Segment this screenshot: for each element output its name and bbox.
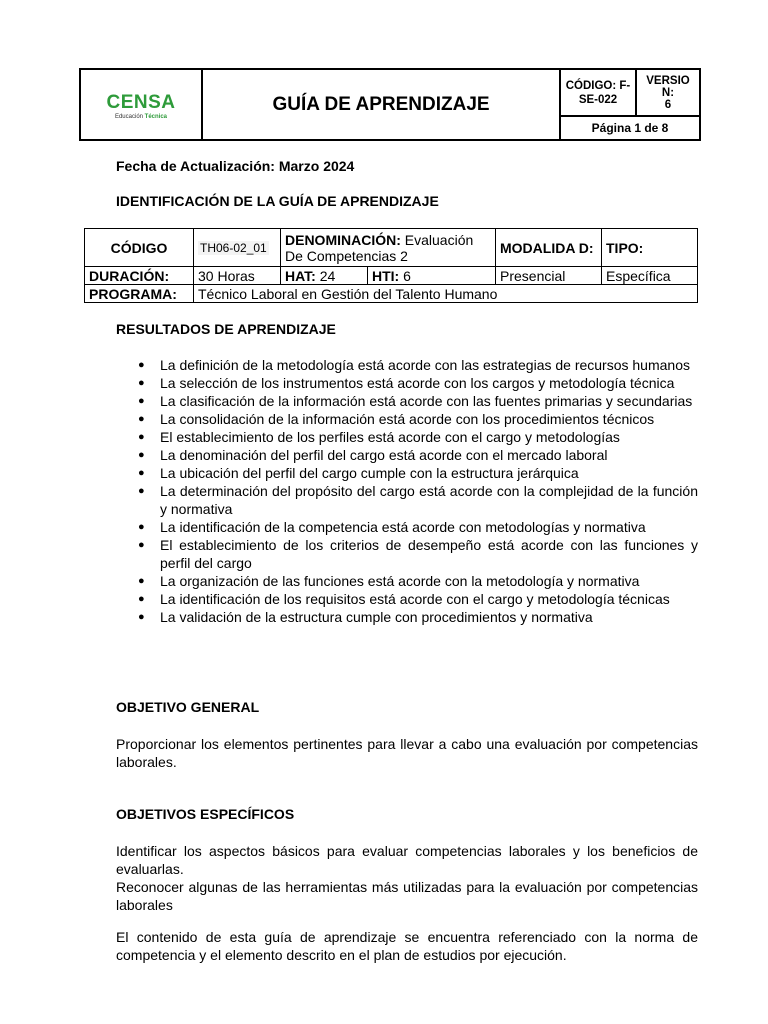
duration-label: DURACIÓN: bbox=[85, 267, 194, 285]
modality-value: Presencial bbox=[496, 267, 602, 285]
document-version: VERSIO N: 6 bbox=[636, 69, 700, 116]
logo-text: CENSA bbox=[106, 91, 176, 113]
bullet-icon: ● bbox=[138, 485, 145, 497]
page-number: Página 1 de 8 bbox=[560, 116, 700, 140]
identification-table bbox=[84, 228, 698, 303]
list-item: ● La definición de la metodología está acorde con las estrategias de recursos humanos bbox=[138, 357, 690, 373]
specific-objective-1: Identificar los aspectos básicos para evaluar competencias laborales y los beneficios de evaluarlas. bbox=[116, 843, 698, 877]
reference-text: El contenido de esta guía de aprendizaje se encuentra referenciado con la norma de competencia y el elemento descrito en el plan de estudios por ejecución. bbox=[116, 929, 698, 963]
list-item: ● La identificación de los requisitos está acorde con el cargo y metodología técnicas bbox=[138, 591, 670, 607]
bullet-icon: ● bbox=[138, 377, 145, 389]
program-value: Técnico Laboral en Gestión del Talento Humano bbox=[194, 285, 698, 303]
specific-objective-2: Reconocer algunas de las herramientas más utilizadas para la evaluación por competencias laborales bbox=[116, 879, 698, 913]
list-item: ● La validación de la estructura cumple con procedimientos y normativa bbox=[138, 609, 593, 625]
bullet-icon: ● bbox=[138, 539, 145, 551]
update-date: Fecha de Actualización: Marzo 2024 bbox=[116, 158, 355, 174]
bullet-icon: ● bbox=[138, 359, 145, 371]
duration-value: 30 Horas bbox=[194, 267, 281, 285]
bullet-icon: ● bbox=[138, 431, 145, 443]
general-objective-text: Proporcionar los elementos pertinentes para llevar a cabo una evaluación por competencias laborales. bbox=[116, 736, 698, 770]
logo-subtitle: Educación Técnica bbox=[114, 113, 168, 120]
bullet-icon: ● bbox=[138, 449, 145, 461]
list-item: ● La consolidación de la información está acorde con los procedimientos técnicos bbox=[138, 411, 655, 427]
type-label: TIPO: bbox=[602, 229, 698, 267]
bullet-icon: ● bbox=[138, 413, 145, 425]
bullet-icon: ● bbox=[138, 521, 145, 533]
list-item: ● La determinación del propósito del cargo está acorde con la complejidad de la función y normativa bbox=[138, 483, 698, 517]
list-item: ● El establecimiento de los perfiles está acorde con el cargo y metodologías bbox=[138, 429, 620, 445]
hat: HAT: 24 bbox=[281, 267, 368, 285]
document-code: CÓDIGO: F- SE-022 bbox=[560, 69, 636, 116]
results-heading: RESULTADOS DE APRENDIZAJE bbox=[116, 321, 336, 337]
code-value: TH06-02_01 bbox=[194, 229, 281, 267]
code-label: CÓDIGO bbox=[85, 229, 194, 267]
bullet-icon: ● bbox=[138, 395, 145, 407]
logo bbox=[80, 69, 202, 140]
general-objective-heading: OBJETIVO GENERAL bbox=[116, 699, 260, 715]
results-list bbox=[134, 356, 698, 626]
bullet-icon: ● bbox=[138, 611, 145, 623]
document-title: GUÍA DE APRENDIZAJE bbox=[202, 69, 560, 140]
document-header bbox=[79, 68, 701, 141]
bullet-icon: ● bbox=[138, 467, 145, 479]
modality-label: MODALIDA D: bbox=[496, 229, 602, 267]
list-item: ● La organización de las funciones está acorde con la metodología y normativa bbox=[138, 573, 640, 589]
list-item: ● El establecimiento de los criterios de desempeño está acorde con las funciones y perfil del cargo bbox=[138, 537, 698, 571]
list-item: ● La selección de los instrumentos está acorde con los cargos y metodología técnica bbox=[138, 375, 675, 391]
list-item: ● La clasificación de la información está acorde con las fuentes primarias y secundarias bbox=[138, 393, 693, 409]
program-label: PROGRAMA: bbox=[85, 285, 194, 303]
list-item: ● La denominación del perfil del cargo está acorde con el mercado laboral bbox=[138, 447, 608, 463]
hti: HTI: 6 bbox=[368, 267, 496, 285]
identification-heading: IDENTIFICACIÓN DE LA GUÍA DE APRENDIZAJE bbox=[116, 193, 439, 209]
list-item: ● La ubicación del perfil del cargo cumple con la estructura jerárquica bbox=[138, 465, 579, 481]
specific-objectives-heading: OBJETIVOS ESPECÍFICOS bbox=[116, 806, 295, 822]
denomination: DENOMINACIÓN: Evaluación De Competencias 2 bbox=[281, 229, 496, 267]
type-value: Específica bbox=[602, 267, 698, 285]
list-item: ● La identificación de la competencia está acorde con metodologías y normativa bbox=[138, 519, 646, 535]
bullet-icon: ● bbox=[138, 593, 145, 605]
bullet-icon: ● bbox=[138, 575, 145, 587]
